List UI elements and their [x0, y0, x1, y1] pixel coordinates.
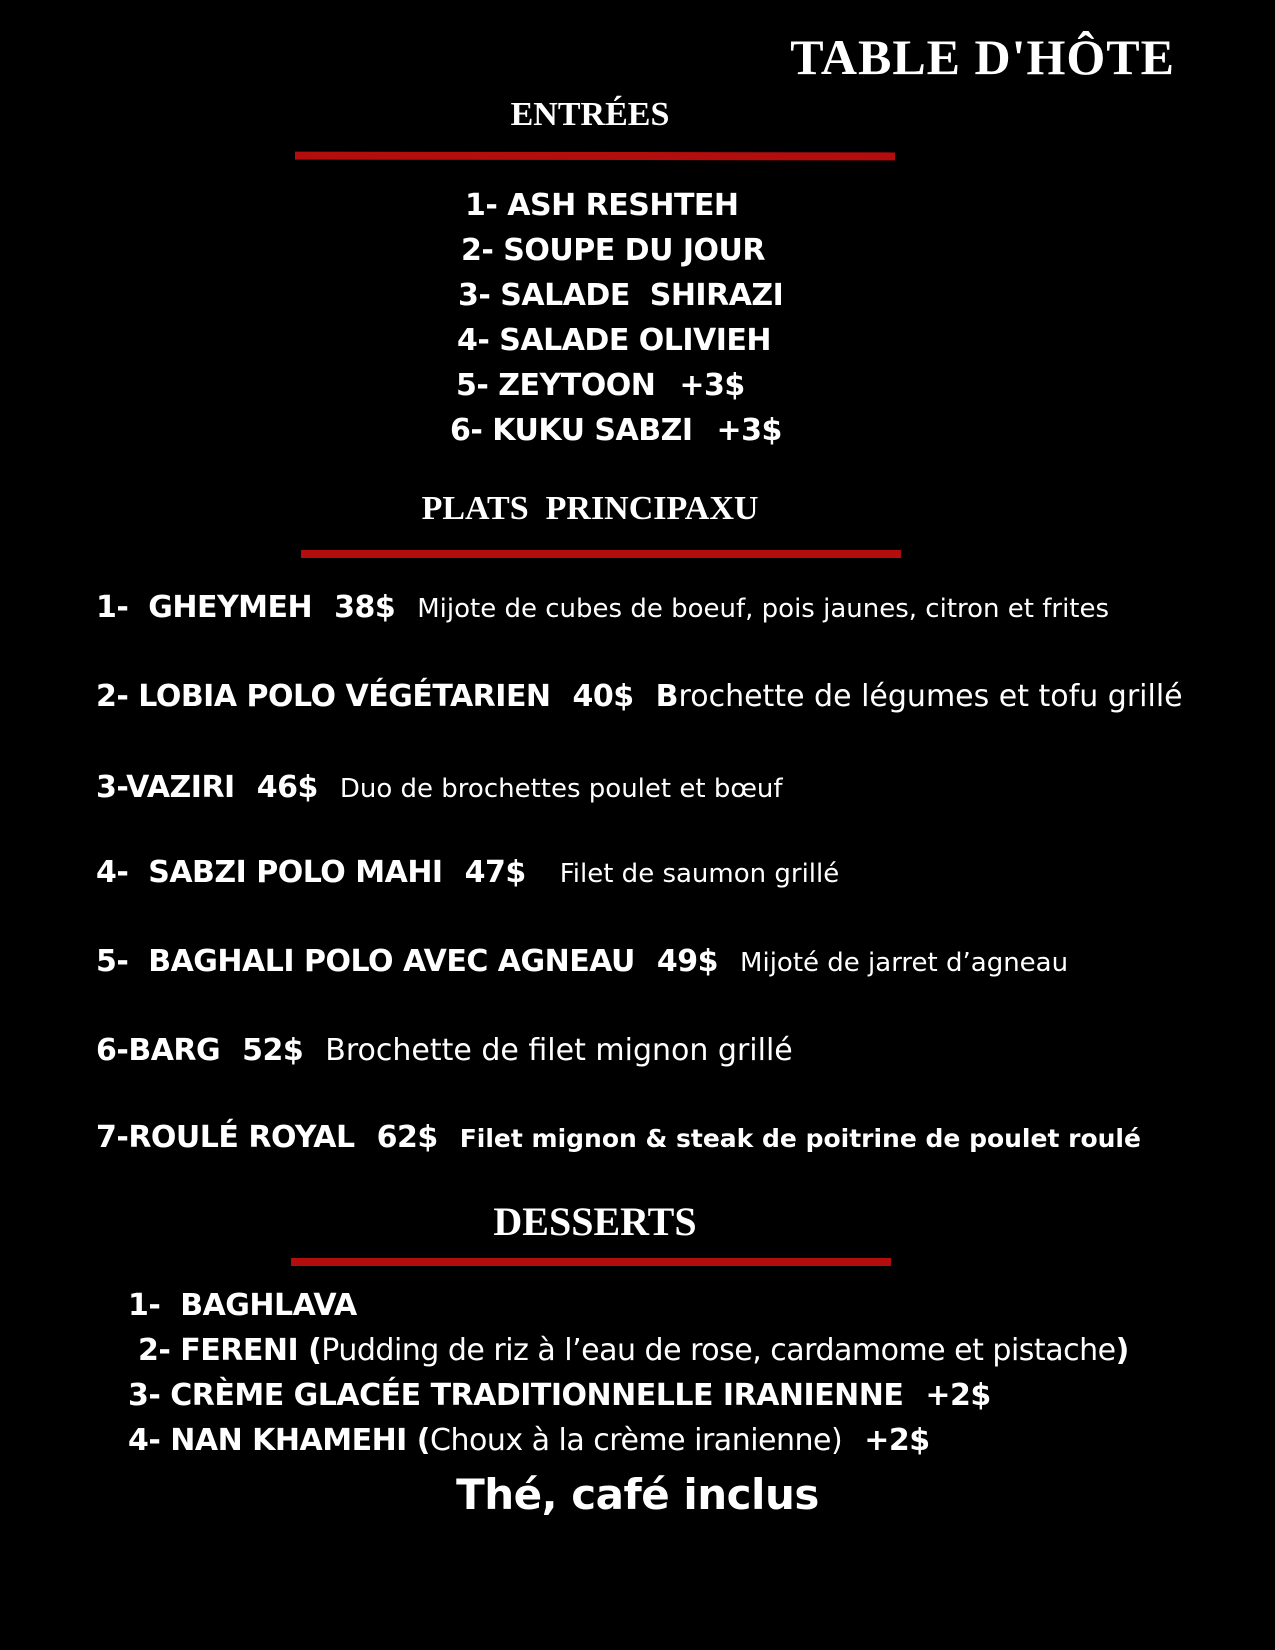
dessert-item — [128, 1288, 357, 1323]
entree-item — [456, 368, 745, 403]
plat-row — [96, 770, 783, 805]
plat-price: 40$ — [572, 679, 634, 714]
plat-description: rochette de légumes et tofu grillé — [678, 679, 1183, 714]
plat-name: 6-BARG — [96, 1033, 221, 1068]
dessert-note: Choux à la crème iranienne — [430, 1423, 831, 1458]
entrees-divider — [295, 152, 895, 161]
plat-description: Brochette de filet mignon grillé — [325, 1033, 793, 1068]
desserts-heading: DESSERTS — [493, 1199, 697, 1244]
dessert-note: Pudding de riz à l’eau de rose, cardamome et pistache — [321, 1333, 1116, 1368]
plat-name: 2- LOBIA POLO VÉGÉTARIEN — [96, 679, 551, 714]
plat-price: 62$ — [376, 1120, 438, 1155]
included-note: Thé, café inclus — [456, 1470, 819, 1519]
plat-description: Filet mignon & steak de poitrine de poulet roulé — [459, 1124, 1141, 1153]
plats-divider — [301, 550, 901, 558]
plat-description: Filet de saumon grillé — [559, 859, 840, 889]
plats-heading: PLATS PRINCIPAXU — [421, 490, 759, 527]
dessert-item: 2- FERENI (Pudding de riz à l’eau de rose, cardamome et pistache) — [138, 1333, 1129, 1368]
entree-label: 1- ASH RESHTEH — [465, 188, 739, 223]
dessert-price: +2$ — [864, 1423, 930, 1458]
entree-price: +3$ — [679, 368, 745, 403]
plat-name: 1- GHEYMEH — [96, 590, 313, 625]
entree-label: 5- ZEYTOON — [456, 368, 656, 403]
entree-label: 3- SALADE SHIRAZI — [458, 278, 784, 313]
dessert-item: 4- NAN KHAMEHI (Choux à la crème iranienne) +2$ — [128, 1423, 930, 1458]
entree-item — [457, 323, 771, 358]
plat-description-initial: B — [655, 679, 679, 714]
entree-item — [458, 278, 783, 313]
plat-row — [96, 590, 1109, 625]
entree-item — [465, 188, 739, 223]
dessert-name: 2- FERENI — [138, 1333, 299, 1368]
entree-item — [450, 413, 782, 448]
plat-price: 49$ — [656, 944, 719, 979]
menu-title: TABLE D'HÔTE — [790, 29, 1175, 85]
plat-price: 38$ — [334, 590, 396, 625]
plat-row — [96, 679, 1183, 714]
plat-row — [96, 1120, 1141, 1155]
dessert-name: 3- CRÈME GLACÉE TRADITIONNELLE IRANIENNE — [128, 1378, 904, 1413]
dessert-item — [128, 1378, 991, 1413]
plat-name: 5- BAGHALI POLO AVEC AGNEAU — [96, 944, 635, 979]
dessert-name: 1- BAGHLAVA — [128, 1288, 357, 1323]
plat-price: 52$ — [242, 1033, 304, 1068]
entree-price: +3$ — [716, 413, 782, 448]
entree-label: 6- KUKU SABZI — [450, 413, 693, 448]
plat-row — [96, 855, 839, 890]
plat-price: 47$ — [464, 855, 526, 890]
plat-description: Duo de brochettes poulet et bœuf — [339, 774, 783, 804]
entree-label: 4- SALADE OLIVIEH — [457, 323, 772, 358]
dessert-name: 4- NAN KHAMEHI — [128, 1423, 407, 1458]
plat-row — [96, 944, 1068, 979]
entree-label: 2- SOUPE DU JOUR — [461, 233, 765, 268]
plat-description: Mijoté de jarret d’agneau — [740, 948, 1069, 978]
plat-name: 3-VAZIRI — [96, 770, 235, 805]
plat-description: Mijote de cubes de boeuf, pois jaunes, citron et frites — [417, 594, 1110, 624]
desserts-divider — [291, 1258, 891, 1266]
entree-item — [461, 233, 765, 268]
plat-price: 46$ — [256, 770, 318, 805]
plat-name: 7-ROULÉ ROYAL — [96, 1120, 355, 1155]
entrees-heading: ENTRÉES — [510, 96, 670, 133]
dessert-price: +2$ — [925, 1378, 991, 1413]
plat-name: 4- SABZI POLO MAHI — [96, 855, 443, 890]
plat-row — [96, 1033, 793, 1068]
